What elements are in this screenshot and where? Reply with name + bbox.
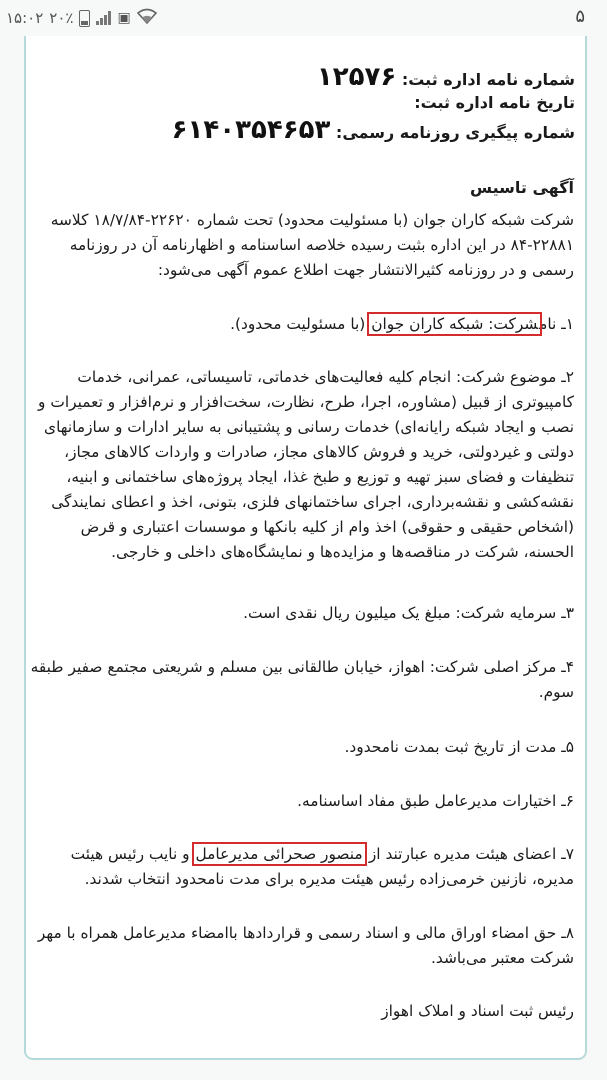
image-notification-icon: ▣ xyxy=(117,10,131,26)
battery-icon xyxy=(79,10,90,27)
item-7-line: مدیره، نازنین خرمی‌زاده رئیس هیئت مدیره برای مدت نامحدود انتخاب شدند. xyxy=(84,870,574,888)
notice-title: آگهی تاسیس xyxy=(469,178,574,197)
reg-number-value: ۱۲۵۷۶ xyxy=(316,62,397,92)
tracking-label: شماره پیگیری روزنامه رسمی: xyxy=(335,123,575,142)
item-6 xyxy=(34,789,574,814)
item-1-prefix: ۱ـ نام xyxy=(539,315,574,333)
company-name-highlight: شرکت: شبکه کاران جوان xyxy=(371,315,539,333)
item-2-line: ۲ـ موضوع شرکت: انجام کلیه فعالیت‌های خدماتی، تاسیساتی، عمرانی، خدمات xyxy=(77,368,574,386)
signature-line: رئیس ثبت اسناد و املاک اهواز xyxy=(381,1002,574,1020)
signal-icon xyxy=(96,11,111,25)
item-2-line: نصب و ایجاد شبکه رایانه‌ای) خدمات رسانی و پشتیبانی به سایر ادارات و سازمانهای xyxy=(44,418,574,436)
battery-percent: ۲۰٪ xyxy=(49,9,74,27)
intro-line: شرکت شبکه کاران جوان (با مسئولیت محدود) تحت شماره ۲۲۶۲۰-۱۸/۷/۸۴ کلاسه xyxy=(50,211,574,229)
item-2 xyxy=(34,365,574,565)
item-2-line: الحسنه، شرکت در مناقصه‌ها و مزایده‌ها و نمایشگاه‌های داخلی و خارجی. xyxy=(111,543,574,561)
item-4 xyxy=(30,655,574,705)
wifi-icon xyxy=(137,8,157,28)
item-7-suffix: و نایب رئیس هیئت xyxy=(70,845,190,863)
item-4-line: سوم. xyxy=(538,683,574,701)
intro-line: ۸۴-۲۲۸۸۱ در این اداره بثبت رسیده خلاصه اساسنامه و اظهارنامه آن در روزنامه xyxy=(69,236,574,254)
item-7-line xyxy=(34,842,574,867)
tracking-value: ۶۱۴۰۳۵۴۶۵۳ xyxy=(171,115,331,145)
item-4-line: ۴ـ مرکز اصلی شرکت: اهواز، خیابان طالقانی بین مسلم و شریعتی مجتمع صفیر طبقه xyxy=(30,658,574,676)
intro-line: رسمی و در روزنامه کثیرالانتشار جهت اطلاع عموم آگهی می‌شود: xyxy=(157,261,574,279)
status-bar xyxy=(0,0,607,34)
ceo-name-highlight: منصور صحرائی مدیرعامل xyxy=(195,845,363,863)
item-2-line: کامپیوتری از قبیل (مشاوره، اجرا، طرح، نظارت، سخت‌افزار و نرم‌افزار و تعمیرات و xyxy=(38,393,574,411)
item-2-line: نقشه‌کشی و نقشه‌برداری، اجرای ساختمانهای فلزی، بتونی، اخذ و اعطای نمایندگی xyxy=(51,493,574,511)
item-7 xyxy=(34,842,574,892)
reg-date-label: تاریخ نامه اداره ثبت: xyxy=(414,93,575,112)
item-7-prefix: ۷ـ اعضای هیئت مدیره عبارتند از: xyxy=(363,845,574,863)
reg-date-row xyxy=(414,93,575,112)
item-1 xyxy=(34,312,574,337)
item-1-suffix: (با مسئولیت محدود). xyxy=(230,315,366,333)
reg-number-label: شماره نامه اداره ثبت: xyxy=(401,70,575,89)
item-8 xyxy=(34,921,574,971)
item-3 xyxy=(34,601,574,626)
tracking-row xyxy=(172,115,575,145)
item-3-line: ۳ـ سرمایه شرکت: مبلغ یک میلیون ریال نقدی است. xyxy=(243,604,574,622)
intro-paragraph xyxy=(34,208,574,283)
item-2-line: دولتی و غیردولتی، خرید و فروش کالاهای مجاز، صادرات و واردات کالاهای مجاز، xyxy=(64,443,574,461)
item-5 xyxy=(34,735,574,760)
item-2-line: تنظیفات و فضای سبز تهیه و توزیع و طبخ غذا، ایجاد پروژه‌های ساختمانی و ابنیه، xyxy=(66,468,574,486)
reg-number-row xyxy=(317,62,575,92)
item-6-line: ۶ـ اختیارات مدیرعامل طبق مفاد اساسنامه. xyxy=(297,792,574,810)
item-2-line: (اشخاص حقیقی و حقوقی) اخذ وام از کلیه بانکها و موسسات اعتباری و قرض xyxy=(80,518,574,536)
item-8-line: ۸ـ حق امضاء اوراق مالی و اسناد رسمی و قراردادها باامضاء مدیرعامل همراه با مهر xyxy=(37,924,574,942)
clock: ۱۵:۰۲ xyxy=(6,9,44,27)
item-5-line: ۵ـ مدت از تاریخ ثبت بمدت نامحدود. xyxy=(344,738,574,756)
item-8-line: شرکت معتبر می‌باشد. xyxy=(431,949,574,967)
page-number: ۵ xyxy=(575,6,585,27)
status-left xyxy=(6,8,157,28)
signature xyxy=(34,999,574,1024)
